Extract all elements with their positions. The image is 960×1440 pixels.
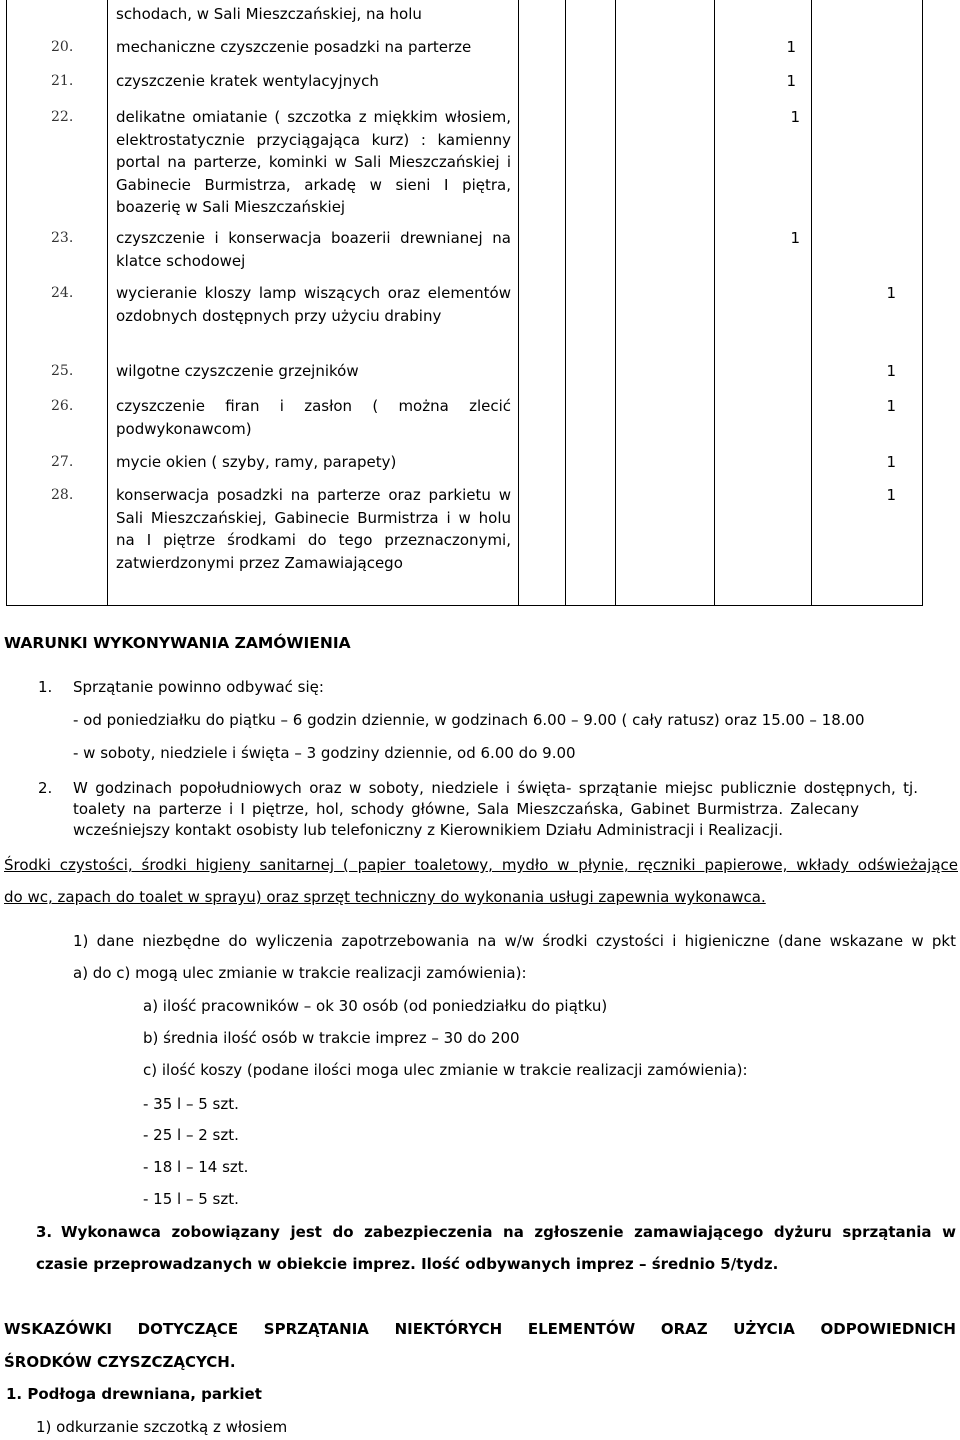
table-border-right bbox=[922, 0, 923, 606]
data-item-a: a) ilość pracowników – ok 30 osób (od poniedziałku do piątku) bbox=[143, 997, 608, 1015]
supplies-note-line: Środki czystości, środki higieny sanitarnej ( papier toaletowy, mydło w płynie, ręczniki papierowe, wkłady odświeżające bbox=[4, 856, 958, 874]
section-title-conditions: WARUNKI WYKONYWANIA ZAMÓWIENIA bbox=[4, 634, 351, 652]
item-text-line: toalety na parterze i I piętrze, hol, schody główne, Sala Mieszczańska, Gabinet Burmistrza. Zalecany bbox=[73, 800, 859, 818]
row-quantity: 1 bbox=[786, 38, 796, 56]
row-number: 26. bbox=[51, 398, 74, 414]
table-col-divider bbox=[565, 0, 566, 606]
section-title-guidelines: WSKAZÓWKI DOTYCZĄCE SPRZĄTANIA NIEKTÓRYCH ELEMENTÓW ORAZ UŻYCIA ODPOWIEDNICH bbox=[4, 1320, 956, 1338]
row-description: mechaniczne czyszczenie posadzki na parterze bbox=[116, 38, 472, 56]
data-note-line: a) do c) mogą ulec zmianie w trakcie realizacji zamówienia): bbox=[73, 964, 527, 982]
item-number: 3. bbox=[36, 1223, 53, 1241]
table-col-divider bbox=[518, 0, 519, 606]
item-text-line: wcześniejszy kontakt osobisty lub telefoniczny z Kierownikiem Działu Administracji i Realizacji. bbox=[73, 821, 784, 839]
row-quantity: 1 bbox=[790, 108, 800, 126]
row-description: delikatne omiatanie ( szczotka z miękkim włosiem, elektrostatycznie przyciągająca kurz) : kamienny portal na parterze, kominki w Sali Mieszczańskiej i Gabinecie Burmistrza, arkadę w sieni I piętra, boazerię w Sali Mieszczańskiej bbox=[116, 108, 511, 216]
cleaning-tasks-table bbox=[6, 0, 923, 606]
row-quantity: 1 bbox=[786, 72, 796, 90]
table-border-left bbox=[6, 0, 7, 606]
table-col-divider bbox=[714, 0, 715, 606]
subsection-item: 1) odkurzanie szczotką z włosiem bbox=[36, 1418, 288, 1436]
row-number: 27. bbox=[51, 454, 74, 470]
row-description: czyszczenie firan i zasłon ( można zlecić podwykonawcom) bbox=[116, 397, 511, 438]
row-description: wilgotne czyszczenie grzejników bbox=[116, 362, 359, 380]
table-col-divider bbox=[107, 0, 108, 606]
row-number: 28. bbox=[51, 487, 74, 503]
row-quantity: 1 bbox=[886, 284, 896, 302]
row-description: mycie okien ( szyby, ramy, parapety) bbox=[116, 453, 397, 471]
table-col-divider bbox=[811, 0, 812, 606]
item-text: Sprzątanie powinno odbywać się: bbox=[73, 678, 324, 696]
section-title-guidelines-cont: ŚRODKÓW CZYSZCZĄCYCH. bbox=[4, 1353, 236, 1371]
row-quantity: 1 bbox=[886, 486, 896, 504]
bin-item: - 15 l – 5 szt. bbox=[143, 1190, 239, 1208]
supplies-note-line: do wc, zapach do toalet w sprayu) oraz sprzęt techniczny do wykonania usługi zapewnia wykonawca. bbox=[4, 888, 766, 906]
row-number: 25. bbox=[51, 363, 74, 379]
row-description: czyszczenie i konserwacja boazerii drewnianej na klatce schodowej bbox=[116, 229, 511, 270]
row-quantity: 1 bbox=[886, 453, 896, 471]
row-number: 20. bbox=[51, 39, 74, 55]
row-quantity: 1 bbox=[886, 397, 896, 415]
row-number: 22. bbox=[51, 109, 74, 125]
table-col-divider bbox=[615, 0, 616, 606]
data-item-b: b) średnia ilość osób w trakcie imprez – 30 do 200 bbox=[143, 1029, 520, 1047]
row-quantity: 1 bbox=[790, 229, 800, 247]
subsection-title: 1. Podłoga drewniana, parkiet bbox=[6, 1385, 262, 1403]
item-text-line: W godzinach popołudniowych oraz w soboty, niedziele i święta- sprzątanie miejsc publicznie dostępnych, tj. bbox=[73, 779, 918, 797]
bin-item: - 25 l – 2 szt. bbox=[143, 1126, 239, 1144]
item-number: 1. bbox=[38, 678, 53, 696]
row-number: 23. bbox=[51, 230, 74, 246]
row-description: czyszczenie kratek wentylacyjnych bbox=[116, 72, 379, 90]
row-quantity: 1 bbox=[886, 362, 896, 380]
schedule-weekends: - w soboty, niedziele i święta – 3 godziny dziennie, od 6.00 do 9.00 bbox=[73, 744, 576, 762]
table-border-bottom bbox=[6, 605, 923, 606]
schedule-weekdays: - od poniedziałku do piątku – 6 godzin dziennie, w godzinach 6.00 – 9.00 ( cały ratusz) oraz 15.00 – 18.00 bbox=[73, 711, 865, 729]
bin-item: - 18 l – 14 szt. bbox=[143, 1158, 249, 1176]
row-description: wycieranie kloszy lamp wiszących oraz elementów ozdobnych dostępnych przy użyciu drabiny bbox=[116, 284, 511, 325]
table-row-tail: schodach, w Sali Mieszczańskiej, na holu bbox=[116, 5, 422, 23]
data-note-line: 1) dane niezbędne do wyliczenia zapotrzebowania na w/w środki czystości i higieniczne (dane wskazane w pkt bbox=[73, 932, 956, 950]
row-number: 24. bbox=[51, 285, 74, 301]
item-number: 2. bbox=[38, 779, 53, 797]
row-number: 21. bbox=[51, 73, 74, 89]
data-item-c: c) ilość koszy (podane ilości moga ulec zmianie w trakcie realizacji zamówienia): bbox=[143, 1061, 748, 1079]
item-text-line: Wykonawca zobowiązany jest do zabezpieczenia na zgłoszenie zamawiającego dyżuru sprzątania w bbox=[61, 1223, 956, 1241]
bin-item: - 35 l – 5 szt. bbox=[143, 1095, 239, 1113]
row-description: konserwacja posadzki na parterze oraz parkietu w Sali Mieszczańskiej, Gabinecie Burmistrza i w holu na I piętrze środkami do tego przeznaczonymi, zatwierdzonymi przez Zamawiającego bbox=[116, 486, 511, 572]
item-text-line: czasie przeprowadzanych w obiekcie imprez. Ilość odbywanych imprez – średnio 5/tydz. bbox=[36, 1255, 779, 1273]
